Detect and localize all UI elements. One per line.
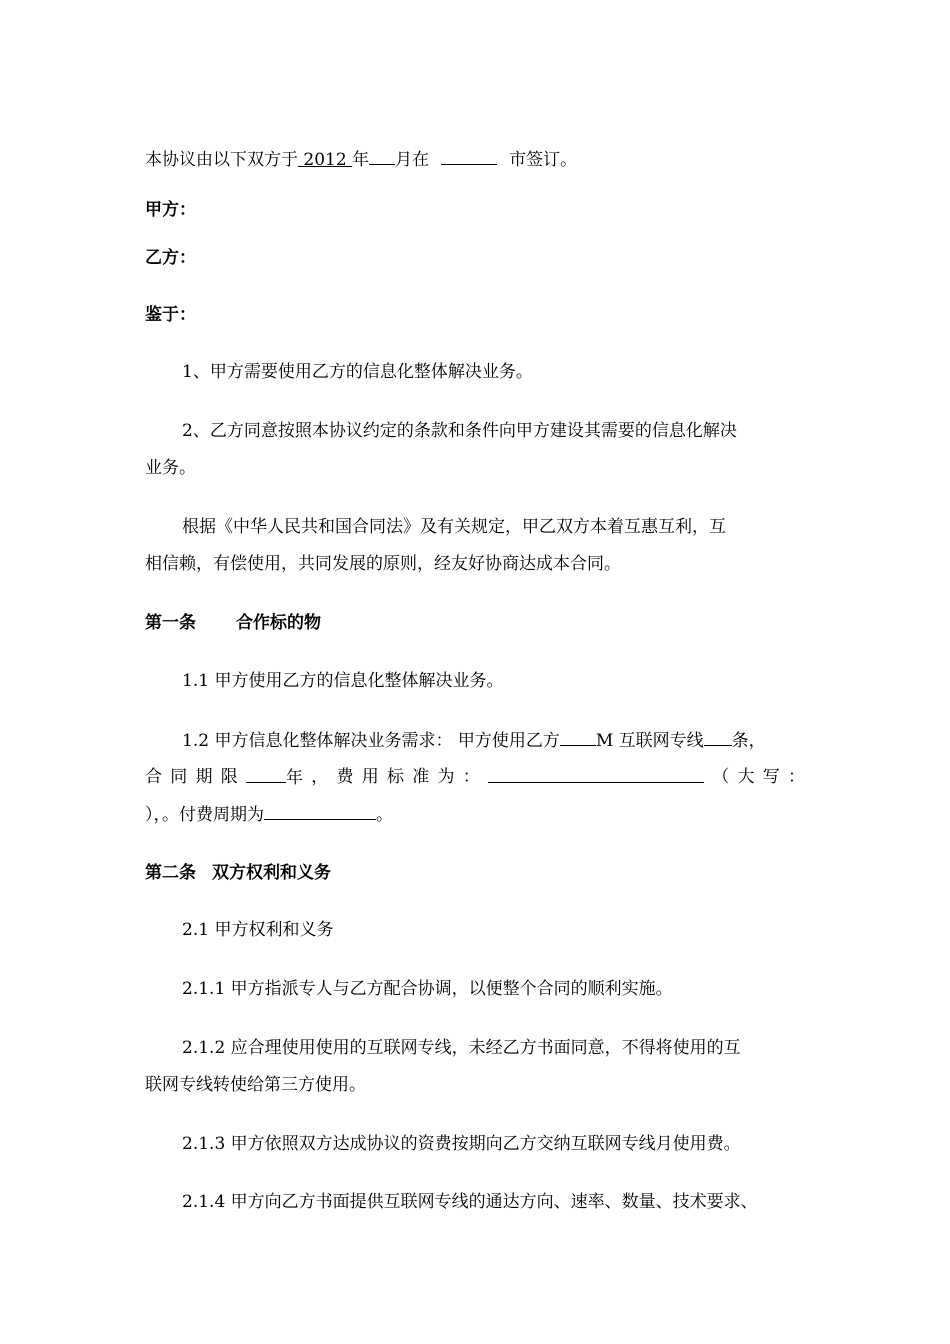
clause-2-1-1: 2.1.1 甲方指派专人与乙方配合协调，以便整个合同的顺利实施。	[182, 979, 673, 999]
signing-year: 2012	[298, 150, 353, 170]
party-a-label: 甲方：	[145, 200, 196, 220]
basis-line-2: 相信赖，有偿使用，共同发展的原则，经友好协商达成本合同。	[145, 554, 621, 574]
clause-2-1-2-line-2: 联网专线转使给第三方使用。	[145, 1075, 366, 1095]
bandwidth-blank	[560, 729, 596, 746]
whereas-item-2-line-1: 2、乙方同意按照本协议约定的条款和条件向甲方建设其需要的信息化解决	[182, 421, 737, 441]
fee-blank	[488, 766, 704, 783]
term-blank	[246, 766, 286, 783]
payment-cycle-blank	[264, 803, 376, 820]
caps-char-3: 写	[762, 767, 780, 787]
article-2-number: 第二条	[145, 863, 196, 883]
city-blank	[441, 148, 497, 165]
comma: ，	[311, 767, 329, 787]
clause-1-1: 1.1 甲方使用乙方的信息化整体解决业务。	[182, 671, 504, 691]
article-2-title: 双方权利和义务	[212, 863, 331, 883]
fee-char-2: 用	[361, 767, 379, 787]
whereas-item-2-line-2: 业务。	[145, 458, 196, 478]
signing-suffix: 市签订。	[509, 150, 578, 170]
term-char-3: 期	[195, 767, 213, 787]
term-char-2: 同	[170, 767, 188, 787]
clause-2-1: 2.1 甲方权利和义务	[182, 920, 334, 940]
term-char-1: 合	[145, 767, 162, 787]
fee-char-3: 标	[387, 767, 404, 787]
article-2-heading	[145, 862, 331, 884]
fee-char-5: 为	[437, 767, 455, 787]
party-b-label: 乙方：	[145, 248, 196, 268]
fee-char-6: ：	[462, 767, 480, 787]
clause-1-2-line-1	[182, 729, 766, 752]
fee-char-4: 准	[412, 767, 430, 787]
fee-char-1: 费	[336, 767, 354, 787]
signing-prefix: 本协议由以下双方于	[145, 150, 298, 170]
year-unit: 年	[352, 150, 370, 170]
clause-2-1-4: 2.1.4 甲方向乙方书面提供互联网专线的通达方向、速率、数量、技术要求、	[182, 1192, 758, 1212]
article-1-number: 第一条	[145, 613, 196, 633]
caps-char-1: （	[712, 767, 730, 787]
term-char-4: 限	[220, 767, 238, 787]
clause-2-1-2-line-1: 2.1.2 应合理使用使用的互联网专线，未经乙方书面同意，不得将使用的互	[182, 1038, 741, 1058]
clause-1-2-text-a: 1.2 甲方信息化整体解决业务需求： 甲方使用乙方	[182, 731, 560, 751]
caps-char-4: ：	[788, 767, 805, 787]
year-unit-2: 年	[286, 768, 303, 788]
signing-statement	[145, 148, 577, 171]
month-blank	[369, 148, 395, 165]
month-unit: 月在	[395, 150, 430, 170]
clause-1-2-text-c: 条，	[731, 731, 766, 751]
clause-1-2-line-3	[145, 803, 393, 826]
payment-cycle-text: ），。付费周期为	[145, 805, 264, 825]
article-1-heading	[145, 612, 321, 634]
term-years	[246, 766, 303, 789]
clause-1-2-line-2	[145, 766, 805, 789]
whereas-item-1: 1、甲方需要使用乙方的信息化整体解决业务。	[182, 362, 533, 382]
whereas-heading: 鉴于：	[145, 305, 196, 325]
clause-1-2-text-b: M 互联网专线	[595, 731, 704, 751]
article-1-title: 合作标的物	[236, 613, 321, 633]
period-mark: 。	[376, 805, 393, 825]
basis-line-1: 根据《中华人民共和国合同法》及有关规定，甲乙双方本着互惠互利，互	[182, 517, 726, 537]
caps-char-2: 大	[737, 767, 755, 787]
line-count-blank	[704, 729, 732, 746]
clause-2-1-3: 2.1.3 甲方依照双方达成协议的资费按期向乙方交纳互联网专线月使用费。	[182, 1134, 741, 1154]
